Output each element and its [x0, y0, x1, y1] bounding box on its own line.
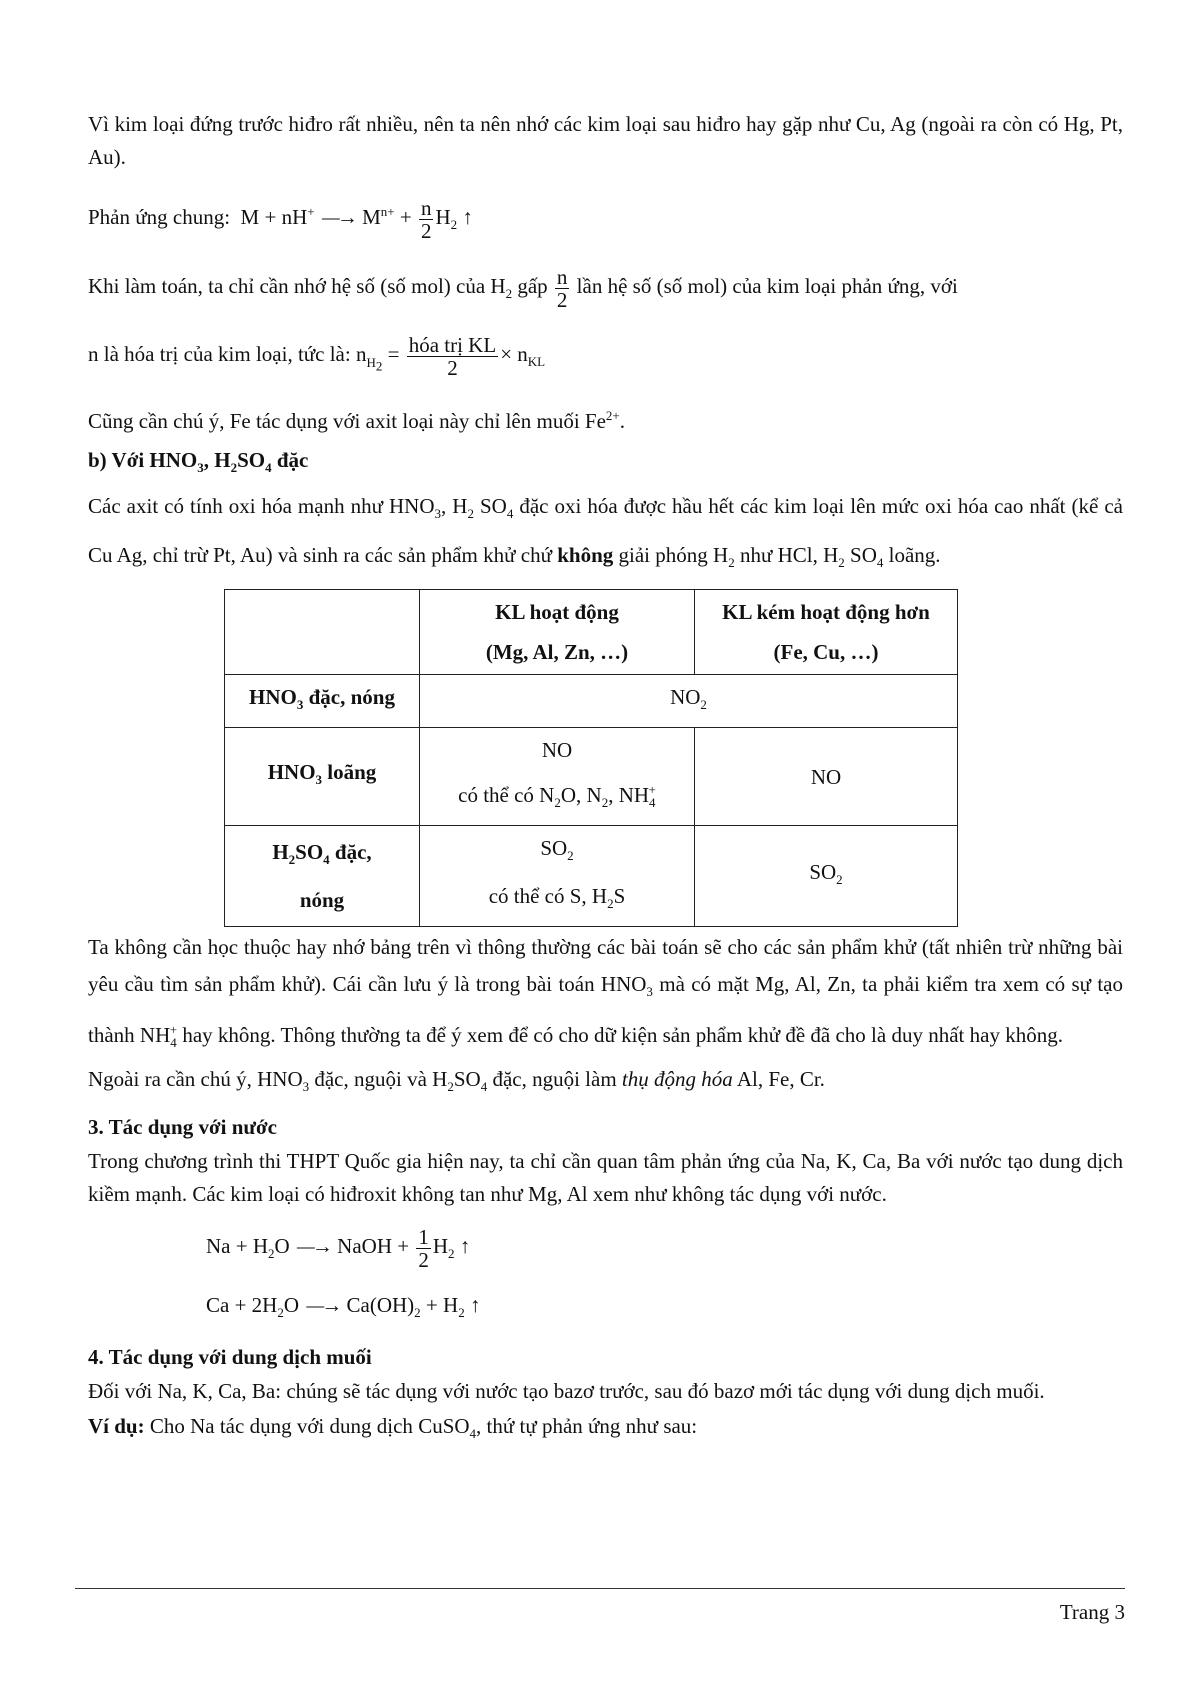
footer-divider: [75, 1588, 1125, 1589]
table-row-hno3-dilute: $HNO_3$ loãng: [225, 727, 420, 825]
table-cell-h2so4-active: $SO_2$ có thể có S, $H_2S$: [420, 826, 695, 927]
section-4-paragraph: Đối với Na, K, Ca, Ba: chúng sẽ tác dụng với nước tạo bazơ trước, sau đó bazơ mới tác dụng với dung dịch muối.: [88, 1379, 1045, 1404]
table-header-less-active-metals: KL kém hoạt động hơn (Fe, Cu, …): [695, 589, 958, 674]
table-corner-cell: [225, 589, 420, 674]
table-cell-no2: $NO_2$: [420, 674, 958, 727]
section-3-paragraph: Trong chương trình thi THPT Quốc gia hiện nay, ta chỉ cần quan tâm phản ứng của Na, K, Ca, Ba với nước tạo dung dịch kiềm mạnh. Các kim loại có hiđroxit không tan như Mg, Al xem như không tác dụng với nước.: [88, 1149, 1123, 1207]
page-number: Trang 3: [1059, 1600, 1125, 1624]
intro-paragraph-2: Khi làm toán, ta chỉ cần nhớ hệ số (số mol) của $H_2$ gấp $\frac{n}{2}$ lần hệ số (số mol) của kim loại phản ứng, với: [88, 264, 958, 312]
equation-ca-water: $Ca + 2H_2O$ ⎯⎯→ $Ca(OH)_2 + H_2$ ↑: [206, 1293, 481, 1321]
section-3-heading: 3. Tác dụng với nước: [88, 1115, 277, 1140]
after-table-paragraph-2: Ngoài ra cần chú ý, $HNO_3$ đặc, nguội và $H_2SO_4$ đặc, nguội làm thụ động hóa Al, Fe, Cr.: [88, 1066, 825, 1095]
section-4-heading: 4. Tác dụng với dung dịch muối: [88, 1345, 372, 1370]
table-row-hno3-concentrated: $HNO_3$ đặc, nóng: [225, 674, 420, 727]
general-reaction-equation: M + nH+ ⎯⎯→ $M^{n+}$ + $\frac{n}{2}$ $H_2$ ↑: [235, 195, 473, 243]
table-row-h2so4-concentrated: $H_2SO_4$ đặc, nóng: [225, 826, 420, 927]
table-header-active-metals: KL hoạt động (Mg, Al, Zn, …): [420, 589, 695, 674]
section-4-example: Ví dụ: Cho Na tác dụng với dung dịch CuSO$_4$, thứ tự phản ứng như sau:: [88, 1414, 698, 1442]
table-cell-dilute-less-active: NO: [695, 727, 958, 825]
section-b-heading: b) Với $HNO_3$, $H_2SO_4$ đặc: [88, 448, 309, 476]
section-b-paragraph: Các axit có tính oxi hóa mạnh như $HNO_3$, $H_2$ $SO_4$ đặc oxi hóa được hầu hết các kim loại lên mức oxi hóa cao nhất (kể cả Cu Ag, chỉ trừ Pt, Au) và sinh ra các sản phẩm khử chứ không giải phóng $H_2$ như HCl, $H_2$ $SO_4$ loãng.: [88, 494, 1124, 570]
intro-paragraph-1: Vì kim loại đứng trước hiđro rất nhiều, nên ta nên nhớ các kim loại sau hiđro hay gặp như Cu, Ag (ngoài ra còn có Hg, Pt, Au).: [88, 112, 1123, 169]
intro-paragraph-3: n là hóa trị của kim loại, tức là: $n_{H_2}$ = $\frac{\text{hóa trị KL}}{2}$ × $n_{KL}$: [88, 333, 546, 381]
page-content: [88, 108, 1123, 1453]
general-reaction-line: Phản ứng chung: M + nH+ ⎯⎯→ $M^{n+}$ + $\frac{n}{2}$ $H_2$ ↑: [88, 195, 473, 243]
equation-na-water: $Na + H_2O$ ⎯⎯→ NaOH + $\frac{1}{2}$ $H_2$ ↑: [206, 1224, 471, 1272]
intro-paragraph-4: Cũng cần chú ý, Fe tác dụng với axit loại này chỉ lên muối $Fe^{2+}$.: [88, 408, 626, 434]
table-cell-h2so4-less-active: $SO_2$: [695, 826, 958, 927]
table-cell-dilute-active: NO có thể có $N_2O$, $N_2$, $NH_4^+$: [420, 727, 695, 825]
after-table-paragraph-1: Ta không cần học thuộc hay nhớ bảng trên vì thông thường các bài toán sẽ cho các sản phẩm khử (tất nhiên trừ những bài yêu cầu tìm sản phẩm khử). Cái cần lưu ý là trong bài toán $HNO_3$ mà có mặt Mg, Al, Zn, ta phải kiểm tra xem có sự tạo thành $NH_4^+$ hay không. Thông thường ta để ý xem để có cho dữ kiện sản phẩm khử đề đã cho là duy nhất hay không.: [88, 935, 1123, 1050]
reduction-products-table: [224, 589, 958, 928]
